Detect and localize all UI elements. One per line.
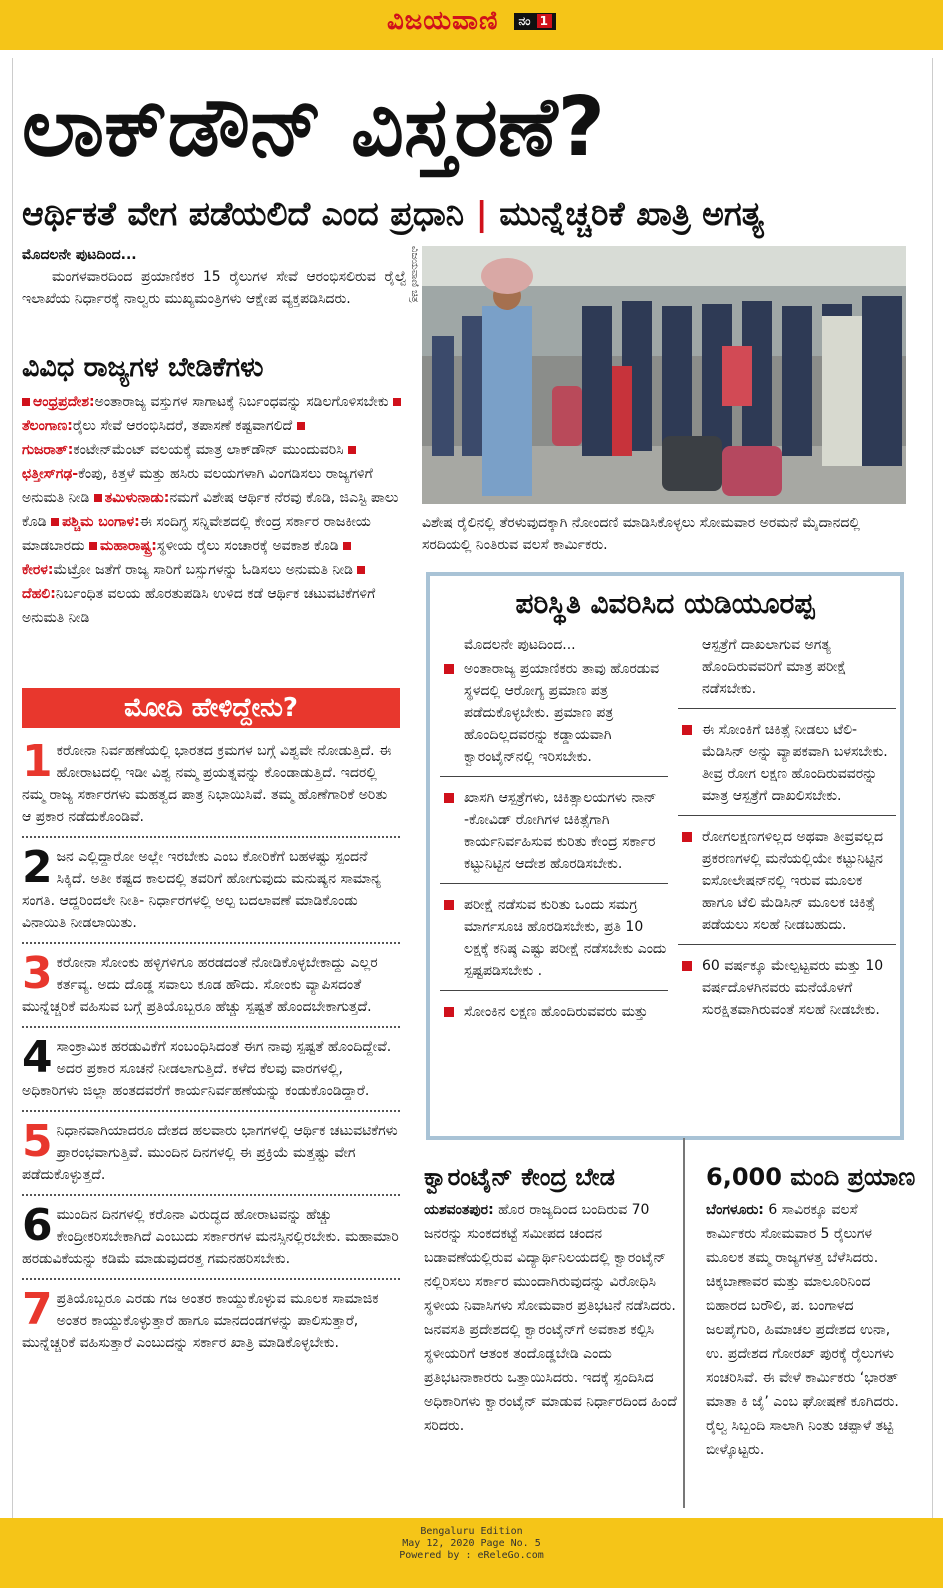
- advice-item: [440, 1001, 668, 1031]
- state-name: ಗುಜರಾತ್:: [22, 442, 74, 458]
- advice-item: [678, 955, 896, 1029]
- yediyurappa-title: ಪರಿಸ್ಥಿತಿ ವಿವರಿಸಿದ ಯಡಿಯೂರಪ್ಪ: [515, 587, 815, 620]
- demands-title: ವಿವಿಧ ರಾಜ್ಯಗಳ ಬೇಡಿಕೆಗಳು: [22, 352, 264, 383]
- intro-text: ಮಂಗಳವಾರದಿಂದ ಪ್ರಯಾಣಿಕರ 15 ರೈಲುಗಳ ಸೇವೆ ಆರಂಭಿಸಲಿರುವ ರೈಲ್ವೆ ಇಲಾಖೆಯ ನಿರ್ಧಾರಕ್ಕೆ ನಾಲ್ವರು ಮುಖ್ಯಮಂತ್ರಿಗಳು ಆಕ್ಷೇಪ ವ್ಯಕ್ತಪಡಿಸಿದರು.: [22, 269, 407, 307]
- number-one-badge: ನಂ 1: [514, 13, 556, 30]
- advice-text: ಆಸ್ಪತ್ರೆಗೆ ದಾಖಲಾಗುವ ಅಗತ್ಯ ಹೊಂದಿರುವವರಿಗೆ ಮಾತ್ರ ಪರೀಕ್ಷೆ ನಡೆಸಬೇಕು.: [702, 637, 847, 697]
- state-demand-item: [89, 538, 343, 554]
- newspaper-logo: ವಿಜಯವಾಣಿ: [387, 6, 499, 36]
- continued-label: ಮೊದಲನೇ ಪುಟದಿಂದ...: [464, 637, 576, 653]
- state-demand-text: ಮೆಟ್ರೋ ಜತೆಗೆ ರಾಜ್ಯ ಸಾರಿಗೆ ಬಸ್ಸುಗಳನ್ನು ಓಡಿಸಲು ಅನುಮತಿ ನೀಡಿ: [53, 562, 353, 578]
- state-name: ದೆಹಲಿ:: [22, 586, 56, 602]
- point-number: 6: [22, 1200, 53, 1251]
- advice-text: ಈ ಸೋಂಕಿಗೆ ಚಿಕಿತ್ಸೆ ನೀಡಲು ಟೆಲಿ-ಮೆಡಿಸಿನ್ ಅನ್ನು ವ್ಯಾಪಕವಾಗಿ ಬಳಸಬೇಕು. ತೀವ್ರ ರೋಗ ಲಕ್ಷಣ ಹೊಂದಿರುವವರನ್ನು ಮಾತ್ರ ಆಸ್ಪತ್ರೆಗೆ ದಾಖಲಿಸಬೇಕು.: [702, 722, 888, 804]
- modi-point: [22, 1284, 400, 1362]
- photo-credit: ವಿಜಯವಾಣಿ ಚಿತ್ರ: [409, 246, 420, 303]
- point-number: 1: [22, 736, 53, 787]
- bullet-square-icon: [357, 566, 365, 574]
- crowd-photo-illustration: [422, 246, 906, 504]
- state-name: ತಮಿಳುನಾಡು:: [104, 490, 170, 506]
- page-footer: [0, 1518, 943, 1588]
- point-text: ನಿಧಾನವಾಗಿಯಾದರೂ ದೇಶದ ಹಲವಾರು ಭಾಗಗಳಲ್ಲಿ ಆರ್ಥಿಕ ಚಟುವಟಿಕೆಗಳು ಪ್ರಾರಂಭವಾಗುತ್ತಿವೆ. ಮುಂದಿನ ದಿನಗಳಲ್ಲಿ ಈ ಪ್ರಕ್ರಿಯೆ ಮತ್ತಷ್ಟು ವೇಗ ಪಡೆದುಕೊಳ್ಳುತ್ತದೆ.: [22, 1123, 398, 1183]
- point-number: 3: [22, 948, 53, 999]
- modi-point: [22, 1116, 400, 1196]
- advice-continuation: [678, 634, 896, 709]
- point-number: 2: [22, 842, 53, 893]
- quarantine-dateline: ಯಶವಂತಪುರ:: [424, 1202, 494, 1218]
- photo-caption: ವಿಶೇಷ ರೈಲಿನಲ್ಲಿ ತೆರಳುವುದಕ್ಕಾಗಿ ನೋಂದಣಿ ಮಾಡಿಸಿಕೊಳ್ಳಲು ಸೋಮವಾರ ಅರಮನೆ ಮೈದಾನದಲ್ಲಿ ಸರದಿಯಲ್ಲಿ ನಿಂತಿರುವ ವಲಸೆ ಕಾರ್ಮಿಕರು.: [422, 515, 860, 553]
- advice-item: [440, 658, 668, 777]
- bullet-square-icon: [94, 494, 102, 502]
- state-name: ತೆಲಂಗಾಣ:: [22, 418, 73, 434]
- bullet-square-icon: [444, 664, 454, 674]
- migrant-workers-photo: [422, 246, 906, 504]
- state-demand-text: ಅಂತಾರಾಜ್ಯ ವಸ್ತುಗಳ ಸಾಗಾಟಕ್ಕೆ ನಿರ್ಬಂಧವನ್ನು ಸಡಿಲಗೊಳಿಸಬೇಕು: [94, 394, 389, 410]
- modi-banner: ಮೋದಿ ಹೇಳಿದ್ದೇನು?: [22, 688, 400, 728]
- state-name: ಪಶ್ಚಿಮ ಬಂಗಾಳ:: [62, 514, 140, 530]
- bullet-square-icon: [22, 398, 30, 406]
- point-text: ಪ್ರತಿಯೊಬ್ಬರೂ ಎರಡು ಗಜ ಅಂತರ ಕಾಯ್ದುಕೊಳ್ಳುವ ಮೂಲಕ ಸಾಮಾಜಿಕ ಅಂತರ ಕಾಯ್ದುಕೊಳ್ಳುತ್ತಾರೆ ಹಾಗೂ ಮಾನದಂಡಗಳನ್ನು ಪಾಲಿಸುತ್ತಾರೆ, ಮುನ್ನೆಚ್ಚರಿಕೆ ವಹಿಸುತ್ತಾರೆ ಎಂಬುದನ್ನು ಸರ್ಕಾರ ಖಾತ್ರಿ ಮಾಡಿಕೊಳ್ಳಬೇಕು.: [22, 1291, 379, 1351]
- quarantine-title: ಕ್ವಾರಂಟೈನ್ ಕೇಂದ್ರ ಬೇಡ: [424, 1163, 615, 1191]
- state-demand-text: ಕೆಂಪು, ಕಿತ್ತಳೆ ಮತ್ತು ಹಸಿರು ವಲಯಗಳಾಗಿ ವಿಂಗಡಿಸಲು ರಾಜ್ಯಗಳಿಗೆ ಅನುಮತಿ ನೀಡಿ: [22, 466, 373, 506]
- quarantine-story: [424, 1198, 679, 1438]
- powered-by-label: Powered by : eReleGo.com: [399, 1550, 544, 1561]
- modi-point: [22, 1032, 400, 1112]
- bullet-square-icon: [444, 900, 454, 910]
- modi-point: [22, 842, 400, 944]
- bullet-square-icon: [682, 832, 692, 842]
- bullet-square-icon: [682, 725, 692, 735]
- state-demand-text: ರೈಲು ಸೇವೆ ಆರಂಭಿಸಿದರೆ, ತಪಾಸಣೆ ಕಷ್ಟವಾಗಲಿದೆ: [72, 418, 293, 434]
- advice-text: ರೋಗಲಕ್ಷಣಗಳಿಲ್ಲದ ಅಥವಾ ತೀವ್ರವಲ್ಲದ ಪ್ರಕರಣಗಳಲ್ಲಿ ಮನೆಯಲ್ಲಿಯೇ ಕಟ್ಟುನಿಟ್ಟಿನ ಐಸೋಲೇಷನ್‌ನಲ್ಲಿ ಇರುವ ಮೂಲಕ ಹಾಗೂ ಟೆಲಿ ಮೆಡಿಸಿನ್ ಮೂಲಕ ಚಿಕಿತ್ಸೆ ಪಡೆಯಲು ಸಲಹೆ ನೀಡಬಹುದು.: [702, 829, 884, 933]
- bullet-square-icon: [348, 446, 356, 454]
- state-demand-text: ಈ ಸಂದಿಗ್ಧ ಸನ್ನಿವೇಶದಲ್ಲಿ ಕೇಂದ್ರ ಸರ್ಕಾರ ರಾಜಕೀಯ ಮಾಡಬಾರದು: [22, 514, 371, 554]
- bullet-square-icon: [444, 793, 454, 803]
- travel-text: 6 ಸಾವಿರಕ್ಕೂ ವಲಸೆ ಕಾರ್ಮಿಕರು ಸೋಮವಾರ 5 ರೈಲುಗಳ ಮೂಲಕ ತಮ್ಮ ರಾಜ್ಯಗಳತ್ತ ಬೆಳೆಸಿದರು. ಚಿಕ್ಕಬಾಣಾವರ ಮತ್ತು ಮಾಲೂರಿನಿಂದ ಬಿಹಾರದ ಬರೌಲಿ, ಪ. ಬಂಗಾಳದ ಜಲಪೈಗುರಿ, ಹಿಮಾಚಲ ಪ್ರದೇಶದ ಉನಾ, ಉ. ಪ್ರದೇಶದ ಗೋರಖ್ ಪುರಕ್ಕೆ ರೈಲುಗಳು ಸಂಚರಿಸಿವೆ. ಈ ವೇಳೆ ಕಾರ್ಮಿಕರು ‘ಭಾರತ್ ಮಾತಾ ಕಿ ಜೈ’ ಎಂಬ ಘೋಷಣೆ ಕೂಗಿದರು. ರೈಲ್ವ ಸಿಬ್ಬಂದಿ ಸಾಲಾಗಿ ನಿಂತು ಚಪ್ಪಾಳೆ ತಟ್ಟಿ ಬೀಳ್ಕೊಟ್ಟರು.: [706, 1202, 899, 1458]
- state-name: ಛತ್ತೀಸ್‌ಗಢ-: [22, 466, 79, 482]
- bullet-square-icon: [393, 398, 401, 406]
- point-text: ಸಾಂಕ್ರಾಮಿಕ ಹರಡುವಿಕೆಗೆ ಸಂಬಂಧಿಸಿದಂತೆ ಈಗ ನಾವು ಸ್ಪಷ್ಟತೆ ಹೊಂದಿದ್ದೇವೆ. ಅದರ ಪ್ರಕಾರ ಸೂಚನೆ ನೀಡಲಾಗುತ್ತಿದೆ. ಕಳೆದ ಕೆಲವು ವಾರಗಳಲ್ಲಿ, ಅಧಿಕಾರಿಗಳು ಜಿಲ್ಲಾ ಹಂತದವರೆಗೆ ಕಾರ್ಯನಿರ್ವಹಣೆಯನ್ನು ಕಂಡುಕೊಂಡಿದ್ದಾರೆ.: [22, 1039, 392, 1099]
- travel-story: [706, 1198, 911, 1462]
- intro-block: [22, 244, 407, 310]
- point-number: 4: [22, 1032, 53, 1083]
- advice-item: [678, 719, 896, 816]
- point-text: ಕರೋನಾ ನಿರ್ವಹಣೆಯಲ್ಲಿ ಭಾರತದ ಕ್ರಮಗಳ ಬಗ್ಗೆ ವಿಶ್ವವೇ ನೋಡುತ್ತಿದೆ. ಈ ಹೋರಾಟದಲ್ಲಿ ಇಡೀ ವಿಶ್ವ ನಮ್ಮ ಪ್ರಯತ್ನವನ್ನು ಕೊಂಡಾಡುತ್ತಿದೆ. ಇದರಲ್ಲಿ ನಮ್ಮ ರಾಜ್ಯ ಸರ್ಕಾರಗಳು ಮಹತ್ವದ ಪಾತ್ರ ನಿಭಾಯಿಸಿವೆ. ತಮ್ಮ ಹೊಣೆಗಾರಿಕೆ ಅರಿತು ಆ ಪ್ರಕಾರ ನಡೆದುಕೊಂಡಿವೆ.: [22, 743, 392, 825]
- bullet-square-icon: [89, 542, 97, 550]
- state-demand-item: [22, 394, 393, 410]
- advice-text: ಪರೀಕ್ಷೆ ನಡೆಸುವ ಕುರಿತು ಒಂದು ಸಮಗ್ರ ಮಾರ್ಗಸೂಚಿ ಹೊರಡಿಸಬೇಕು, ಪ್ರತಿ 10 ಲಕ್ಷಕ್ಕೆ ಕನಿಷ್ಠ ಎಷ್ಟು ಪರೀಕ್ಷೆ ನಡೆಸಬೇಕು ಎಂದು ಸ್ಪಷ್ಟಪಡಿಸಬೇಕು .: [464, 897, 667, 979]
- point-text: ಕರೋನಾ ಸೋಂಕು ಹಳ್ಳಿಗಳಿಗೂ ಹರಡದಂತೆ ನೋಡಿಕೊಳ್ಳಬೇಕಾದ್ದು ಎಲ್ಲರ ಕರ್ತವ್ಯ. ಅದು ದೊಡ್ಡ ಸವಾಲು ಕೂಡ ಹೌದು. ಸೋಂಕು ವ್ಯಾಪಿಸದಂತೆ ಮುನ್ನೆಚ್ಚರಿಕೆ ವಹಿಸುವ ಬಗ್ಗೆ ಪ್ರತಿಯೊಬ್ಬರೂ ಹೆಚ್ಚು ಸ್ಪಷ್ಟತೆ ಹೊಂದಬೇಕಾಗುತ್ತದೆ.: [22, 955, 378, 1015]
- advice-item: [440, 894, 668, 991]
- advice-text: 60 ವರ್ಷಕ್ಕೂ ಮೇಲ್ಪಟ್ಟವರು ಮತ್ತು 10 ವರ್ಷದೊಳಗಿನವರು ಮನೆಯೊಳಗೆ ಸುರಕ್ಷಿತವಾಗಿರುವಂತೆ ಸಲಹೆ ನೀಡಬೇಕು.: [702, 958, 884, 1018]
- state-name: ಮಹಾರಾಷ್ಟ್ರ:: [100, 538, 157, 554]
- state-demands: [22, 390, 407, 630]
- modi-point: [22, 948, 400, 1028]
- point-number: 7: [22, 1284, 53, 1335]
- advice-item: [440, 787, 668, 884]
- date-page-label: May 12, 2020 Page No. 5: [402, 1538, 541, 1549]
- advice-item: [678, 826, 896, 945]
- edition-label: Bengaluru Edition: [420, 1526, 523, 1537]
- modi-points: [22, 736, 400, 1366]
- state-name: ಆಂಧ್ರಪ್ರದೇಶ:: [33, 394, 95, 410]
- advice-text: ಖಾಸಗಿ ಆಸ್ಪತ್ರೆಗಳು, ಚಿಕಿತ್ಸಾಲಯಗಳು ನಾನ್ -ಕೋವಿಡ್ ರೋಗಿಗಳ ಚಿಕಿತ್ಸೆಗಾಗಿ ಕಾರ್ಯನಿರ್ವಹಿಸುವ ಕುರಿತು ಕೇಂದ್ರ ಸರ್ಕಾರ ಕಟ್ಟುನಿಟ್ಟಿನ ಆದೇಶ ಹೊರಡಿಸಬೇಕು.: [464, 790, 657, 872]
- modi-point: [22, 1200, 400, 1280]
- point-number: 5: [22, 1116, 53, 1167]
- bullet-square-icon: [444, 1007, 454, 1017]
- yediyurappa-right-column: [678, 634, 896, 1039]
- state-demand-text: ಸ್ಥಳೀಯ ರೈಲು ಸಂಚಾರಕ್ಕೆ ಅವಕಾಶ ಕೊಡಿ: [156, 538, 339, 554]
- yediyurappa-left-column: [440, 634, 668, 1041]
- travel-dateline: ಬೆಂಗಳೂರು:: [706, 1202, 764, 1218]
- bullet-square-icon: [343, 542, 351, 550]
- state-name: ಕೇರಳ:: [22, 562, 54, 578]
- quarantine-text: ಹೊರ ರಾಜ್ಯದಿಂದ ಬಂದಿರುವ 70 ಜನರನ್ನು ಸುಂಕದಕಟ್ಟೆ ಸಮೀಪದ ಚಂದನ ಬಡಾವಣೆಯಲ್ಲಿರುವ ವಿದ್ಯಾರ್ಥಿನಿಲಯದಲ್ಲಿ ಕ್ವಾರಂಟೈನ್ ನಲ್ಲಿರಿಸಲು ಸರ್ಕಾರ ಮುಂದಾಗಿರುವುದನ್ನು ವಿರೋಧಿಸಿ ಸ್ಥಳೀಯ ನಿವಾಸಿಗಳು ಸೋಮವಾರ ಪ್ರತಿಭಟನೆ ನಡೆಸಿದರು. ಜನವಸತಿ ಪ್ರದೇಶದಲ್ಲಿ ಕ್ವಾರಂಟೈನ್‌ಗೆ ಅವಕಾಶ ಕಲ್ಪಿಸಿ ಸ್ಥಳೀಯರಿಗೆ ಆತಂಕ ತಂದೊಡ್ಡಬೇಡಿ ಎಂದು ಪ್ರತಿಭಟನಾಕಾರರು ಒತ್ತಾಯಿಸಿದರು. ಇದಕ್ಕೆ ಸ್ಪಂದಿಸಿದ ಅಧಿಕಾರಿಗಳು ಕ್ವಾರಂಟೈನ್ ಮಾಡುವ ನಿರ್ಧಾರದಿಂದ ಹಿಂದೆ ಸರಿದರು.: [424, 1202, 677, 1434]
- bullet-square-icon: [682, 961, 692, 971]
- advice-text: ಅಂತಾರಾಜ್ಯ ಪ್ರಯಾಣಿಕರು ತಾವು ಹೊರಡುವ ಸ್ಥಳದಲ್ಲಿ ಆರೋಗ್ಯ ಪ್ರಮಾಣ ಪತ್ರ ಪಡೆದುಕೊಳ್ಳಬೇಕು. ಪ್ರಮಾಣ ಪತ್ರ ಹೊಂದಿಲ್ಲದವರನ್ನು ಕಡ್ಡಾಯವಾಗಿ ಕ್ವಾರಂಟೈನ್‌ನಲ್ಲಿ ಇರಿಸಬೇಕು.: [464, 661, 660, 765]
- point-text: ಮುಂದಿನ ದಿನಗಳಲ್ಲಿ ಕರೊನಾ ವಿರುದ್ಧದ ಹೋರಾಟವನ್ನು ಹೆಚ್ಚು ಕೇಂದ್ರೀಕರಿಸಬೇಕಾಗಿದೆ ಎಂಬುದು ಸರ್ಕಾರಗಳ ಮನಸ್ಸಿನಲ್ಲಿರಬೇಕು. ಮಹಾಮಾರಿ ಹರಡುವಿಕೆಯನ್ನು ಕಡಿಮೆ ಮಾಡುವುದರತ್ತ ಗಮನಹರಿಸಬೇಕು.: [22, 1207, 399, 1267]
- state-demand-text: ಕಂಟೇನ್‌ಮೆಂಟ್ ವಲಯಕ್ಕೆ ಮಾತ್ರ ಲಾಕ್‌ಡೌನ್ ಮುಂದುವರಿಸಿ: [73, 442, 344, 458]
- state-demand-text: ನಮಗೆ ವಿಶೇಷ ಆರ್ಥಿಕ ನೆರವು ಕೊಡಿ, ಜಿಎಸ್ಟಿ ಪಾಲು ಕೊಡಿ: [22, 490, 399, 530]
- bullet-square-icon: [297, 422, 305, 430]
- main-headline: ಲಾಕ್‌ಡೌನ್ ವಿಸ್ತರಣೆ?: [22, 80, 606, 175]
- continued-label: ಮೊದಲನೇ ಪುಟದಿಂದ...: [22, 247, 137, 263]
- masthead: [0, 6, 943, 37]
- bullet-square-icon: [51, 518, 59, 526]
- yediyurappa-box: [426, 572, 904, 1140]
- point-text: ಜನ ಎಲ್ಲಿದ್ದಾರೋ ಅಲ್ಲೇ ಇರಬೇಕು ಎಂಬ ಕೋರಿಕೆಗೆ ಬಹಳಷ್ಟು ಸ್ಪಂದನೆ ಸಿಕ್ಕಿದೆ. ಅತೀ ಕಷ್ಟದ ಕಾಲದಲ್ಲಿ ತವರಿಗೆ ಹೋಗುವುದು ಮನುಷ್ಯನ ಸಾಮಾನ್ಯ ಸಂಗತಿ. ಆದ್ದರಿಂದಲೇ ನೀತಿ- ನಿರ್ಧಾರಗಳಲ್ಲಿ ಅಲ್ಪ ಬದಲಾವಣೆ ಮಾಡಿಕೊಂಡು ವಿನಾಯಿತಿ ನೀಡಲಾಯಿತು.: [22, 849, 381, 931]
- travel-title: 6,000 ಮಂದಿ ಪ್ರಯಾಣ: [706, 1163, 916, 1191]
- sub-headline: ಆರ್ಥಿಕತೆ ವೇಗ ಪಡೆಯಲಿದೆ ಎಂದ ಪ್ರಧಾನಿ | ಮುನ್ನೆಚ್ಚರಿಕೆ ಖಾತ್ರಿ ಅಗತ್ಯ: [22, 194, 764, 233]
- modi-point: [22, 736, 400, 838]
- advice-text: ಸೋಂಕಿನ ಲಕ್ಷಣ ಹೊಂದಿರುವವರು ಮತ್ತು: [464, 1004, 648, 1020]
- state-demand-text: ನಿರ್ಬಂಧಿತ ವಲಯ ಹೊರತುಪಡಿಸಿ ಉಳಿದ ಕಡೆ ಆರ್ಥಿಕ ಚಟುವಟಿಕೆಗಳಿಗೆ ಅನುಮತಿ ನೀಡಿ: [22, 586, 376, 626]
